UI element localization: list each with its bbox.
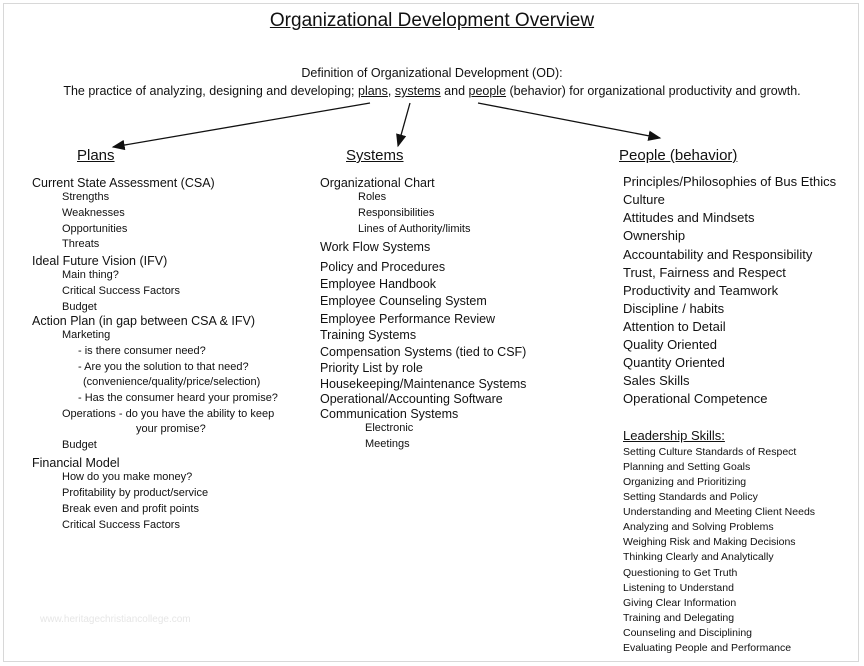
plans-subitem: Profitability by product/service bbox=[62, 487, 209, 499]
systems-subitem: Electronic bbox=[365, 422, 414, 434]
systems-subitem: Responsibilities bbox=[358, 207, 435, 219]
people-item: Quantity Oriented bbox=[623, 355, 725, 370]
people-item: Culture bbox=[623, 192, 665, 207]
plans-subitem: Weaknesses bbox=[62, 207, 125, 219]
plans-subitem: Opportunities bbox=[62, 223, 128, 235]
systems-item: Employee Counseling System bbox=[320, 294, 487, 308]
plans-item: Current State Assessment (CSA) bbox=[32, 176, 215, 190]
plans-subitem: Marketing bbox=[62, 329, 111, 341]
systems-item: Policy and Procedures bbox=[320, 260, 446, 274]
plans-item: Action Plan (in gap between CSA & IFV) bbox=[32, 314, 256, 328]
plans-item: Ideal Future Vision (IFV) bbox=[32, 254, 168, 268]
definition-heading: Definition of Organizational Development (OD): bbox=[301, 66, 563, 80]
plans-subitem: Operations - do you have the ability to keep bbox=[62, 408, 275, 420]
definition-comma: , bbox=[387, 84, 395, 98]
definition-and: and bbox=[440, 84, 469, 98]
plans-subitem: How do you make money? bbox=[62, 471, 193, 483]
plans-subitem: - is there consumer need? bbox=[78, 345, 206, 357]
people-item: Quality Oriented bbox=[623, 337, 717, 352]
leadership-item: Thinking Clearly and Analytically bbox=[623, 551, 774, 563]
systems-item: Compensation Systems (tied to CSF) bbox=[320, 345, 527, 359]
leadership-item: Listening to Understand bbox=[623, 582, 734, 594]
definition-link-systems: systems bbox=[394, 84, 441, 98]
systems-item: Communication Systems bbox=[320, 407, 459, 421]
plans-subitem: - Has the consumer heard your promise? bbox=[78, 392, 278, 404]
plans-subitem: Budget bbox=[62, 301, 97, 313]
column-heading-plans: Plans bbox=[77, 147, 115, 164]
plans-subitem: Main thing? bbox=[62, 269, 119, 281]
plans-subitem: Break even and profit points bbox=[62, 503, 199, 515]
column-heading-people: People (behavior) bbox=[619, 147, 738, 164]
definition-text bbox=[0, 84, 864, 98]
plans-item: Financial Model bbox=[32, 456, 120, 470]
leadership-item: Understanding and Meeting Client Needs bbox=[623, 506, 816, 518]
systems-subitem: Meetings bbox=[365, 438, 410, 450]
plans-subitem: your promise? bbox=[136, 423, 206, 435]
plans-subitem: Strengths bbox=[62, 191, 110, 203]
plans-subitem: Critical Success Factors bbox=[62, 519, 180, 531]
systems-item: Priority List by role bbox=[320, 361, 423, 375]
column-heading-systems: Systems bbox=[346, 147, 404, 164]
leadership-item: Questioning to Get Truth bbox=[623, 567, 738, 579]
systems-item: Housekeeping/Maintenance Systems bbox=[320, 377, 527, 391]
people-item: Operational Competence bbox=[623, 391, 768, 406]
systems-item: Employee Handbook bbox=[320, 277, 437, 291]
systems-item: Operational/Accounting Software bbox=[320, 392, 503, 406]
people-item: Principles/Philosophies of Bus Ethics bbox=[623, 174, 837, 189]
definition-text-post: (behavior) for organizational productivity and growth. bbox=[506, 84, 801, 98]
plans-subitem: Budget bbox=[62, 439, 97, 451]
systems-item: Training Systems bbox=[320, 328, 417, 342]
leadership-item: Counseling and Disciplining bbox=[623, 627, 752, 639]
systems-subitem: Roles bbox=[358, 191, 387, 203]
leadership-item: Evaluating People and Performance bbox=[623, 642, 792, 654]
leadership-item: Giving Clear Information bbox=[623, 597, 737, 609]
systems-item: Employee Performance Review bbox=[320, 312, 496, 326]
people-item: Attitudes and Mindsets bbox=[623, 210, 755, 225]
people-item: Attention to Detail bbox=[623, 319, 726, 334]
watermark-text: www.heritagechristiancollege.com bbox=[40, 614, 191, 625]
page-border bbox=[3, 3, 859, 662]
definition-text-pre: The practice of analyzing, designing and developing; bbox=[63, 84, 358, 98]
people-item: Trust, Fairness and Respect bbox=[623, 265, 786, 280]
leadership-item: Weighing Risk and Making Decisions bbox=[623, 536, 796, 548]
systems-item: Organizational Chart bbox=[320, 176, 435, 190]
leadership-heading: Leadership Skills: bbox=[623, 428, 725, 443]
leadership-item: Setting Standards and Policy bbox=[623, 491, 758, 503]
people-item: Ownership bbox=[623, 228, 686, 243]
plans-subitem: Critical Success Factors bbox=[62, 285, 180, 297]
leadership-item: Training and Delegating bbox=[623, 612, 735, 624]
leadership-item: Setting Culture Standards of Respect bbox=[623, 446, 797, 458]
people-item: Discipline / habits bbox=[623, 301, 725, 316]
systems-item: Work Flow Systems bbox=[320, 240, 431, 254]
leadership-item: Planning and Setting Goals bbox=[623, 461, 751, 473]
plans-subitem: - Are you the solution to that need? bbox=[78, 361, 249, 373]
people-item: Accountability and Responsibility bbox=[623, 247, 813, 262]
people-item: Productivity and Teamwork bbox=[623, 283, 779, 298]
page-title: Organizational Development Overview bbox=[269, 10, 595, 31]
plans-subitem: (convenience/quality/price/selection) bbox=[83, 376, 261, 388]
definition-link-people: people bbox=[468, 84, 507, 98]
people-item: Sales Skills bbox=[623, 373, 690, 388]
systems-subitem: Lines of Authority/limits bbox=[358, 223, 471, 235]
definition-link-plans: plans bbox=[358, 84, 388, 98]
leadership-item: Analyzing and Solving Problems bbox=[623, 521, 774, 533]
plans-subitem: Threats bbox=[62, 238, 100, 250]
leadership-item: Organizing and Prioritizing bbox=[623, 476, 747, 488]
